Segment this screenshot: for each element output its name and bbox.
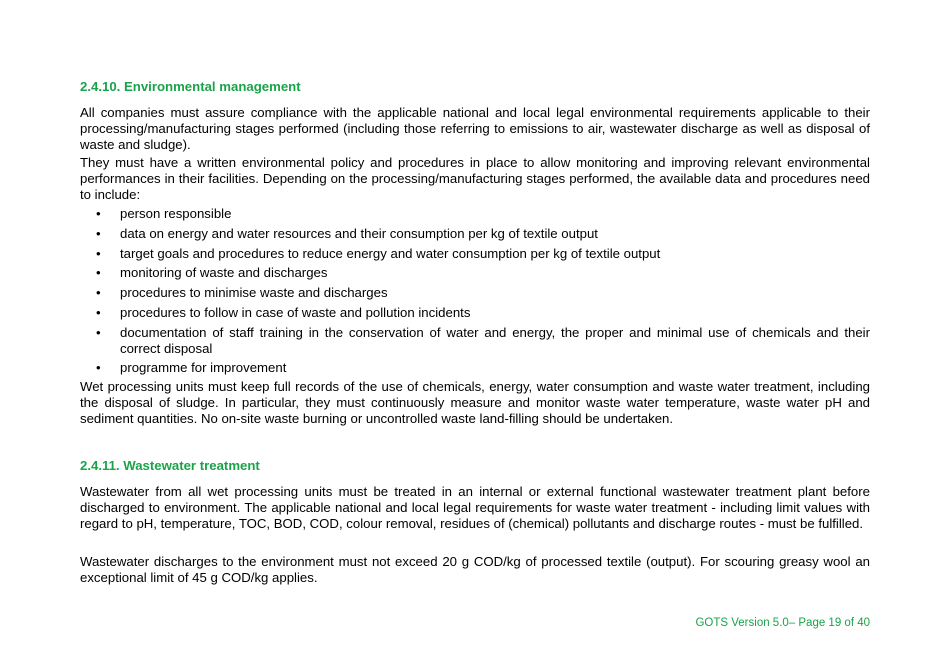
paragraph-cod-limits: Wastewater discharges to the environment must not exceed 20 g COD/kg of processed textile (output). For scouring greasy wool an exceptional limit of 45 g COD/kg applies. bbox=[80, 554, 870, 585]
paragraph-wastewater-treatment: Wastewater from all wet processing units must be treated in an internal or external functional wastewater treatment plant before discharged to environment. The applicable national and local legal requirements for waste water treatment - including limit values with regard to pH, temperature, TOC, BOD, COD, colour removal, residues of (chemical) pollutants and discharge routes - must be fulfilled. bbox=[80, 484, 870, 531]
list-item: • target goals and procedures to reduce energy and water consumption per kg of textile output bbox=[96, 245, 661, 261]
list-item: • monitoring of waste and discharges bbox=[96, 265, 328, 281]
list-item: • documentation of staff training in the conservation of water and energy, the proper and minimal use of chemicals and their correct disposal bbox=[96, 324, 870, 356]
paragraph-compliance: All companies must assure compliance with the applicable national and local legal environmental requirements applicable to their processing/manufacturing stages performed (including those referring to emissions to air, wastewater discharge as well as disposal of waste and sludge). bbox=[80, 105, 870, 152]
bullet-icon: • bbox=[96, 304, 101, 320]
list-item: • data on energy and water resources and their consumption per kg of textile output bbox=[96, 225, 598, 241]
bullet-icon: • bbox=[96, 206, 101, 221]
section-heading-environmental-management: 2.4.10. Environmental management bbox=[80, 79, 301, 94]
document-page bbox=[80, 0, 870, 671]
paragraph-environmental-policy: They must have a written environmental policy and procedures in place to allow monitoring and improving relevant environmental performances in their facilities. Depending on the processing/manufacturing stages performed, the available data and procedures need to include: bbox=[80, 155, 870, 202]
list-item: • person responsible bbox=[96, 206, 232, 221]
list-item: • procedures to minimise waste and discharges bbox=[96, 285, 388, 301]
section-heading-wastewater-treatment: 2.4.11. Wastewater treatment bbox=[80, 458, 260, 473]
list-item: • programme for improvement bbox=[96, 360, 287, 376]
bullet-icon: • bbox=[96, 285, 101, 301]
bullet-icon: • bbox=[96, 360, 101, 376]
bullet-icon: • bbox=[96, 265, 101, 281]
paragraph-wet-processing-records: Wet processing units must keep full records of the use of chemicals, energy, water consumption and waste water treatment, including the disposal of sludge. In particular, they must continuously measure and monitor waste water temperature, waste water pH and sediment quantities. No on-site waste burning or uncontrolled waste land-filling should be undertaken. bbox=[80, 379, 870, 426]
list-item: • procedures to follow in case of waste and pollution incidents bbox=[96, 304, 471, 320]
bullet-icon: • bbox=[96, 225, 101, 241]
bullet-icon: • bbox=[96, 245, 101, 261]
page-footer: GOTS Version 5.0– Page 19 of 40 bbox=[695, 617, 870, 629]
bullet-list-required-data bbox=[80, 206, 870, 376]
bullet-icon: • bbox=[96, 324, 101, 340]
